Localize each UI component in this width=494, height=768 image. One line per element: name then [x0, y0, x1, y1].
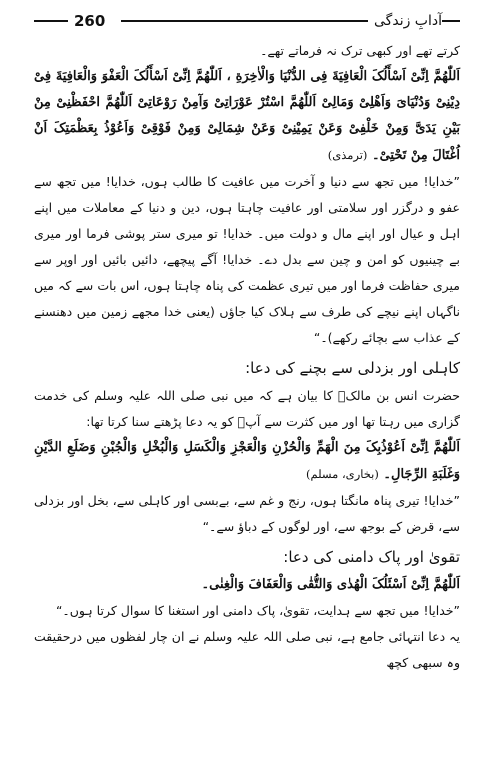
section-heading	[34, 542, 460, 572]
paragraph-text: یہ دعا انتہائی جامع ہے، نبی صلی اللہ علیہ وسلم نے ان چار لفظوں میں درحقیقت وہ سبھی کچھ	[34, 629, 460, 670]
page-body	[34, 38, 460, 676]
paragraph-text: تقویٰ اور پاک دامنی کی دعا:	[283, 548, 460, 566]
urdu-paragraph	[34, 169, 460, 351]
paragraph-text: ”خدایا! تیری پناہ مانگتا ہوں، رنج و غم سے، بےبسی اور کاہلی سے، بخل اور بزدلی سے، قرض کے بوجھ سے، اور لوگوں کے دباؤ سے۔“	[34, 493, 460, 534]
hadith-reference: (بخاری، مسلم)	[305, 467, 379, 481]
urdu-paragraph	[34, 598, 460, 624]
paragraph-text: کرتے تھے اور کبھی ترک نہ فرماتے تھے۔	[260, 43, 460, 58]
paragraph-text: ”خدایا! میں تجھ سے ہدایت، تقویٰ، پاک دامنی اور استغنا کا سوال کرتا ہوں۔“	[55, 603, 460, 618]
urdu-paragraph	[34, 383, 460, 435]
paragraph-text: کاہلی اور بزدلی سے بچنے کی دعا:	[245, 359, 460, 377]
running-title: آدابِ زندگی	[374, 13, 442, 29]
hadith-reference: (ترمذی)	[327, 148, 368, 162]
page-number: 260	[74, 12, 106, 30]
page-header	[34, 8, 460, 34]
arabic-dua	[34, 64, 460, 169]
urdu-paragraph	[34, 624, 460, 676]
header-rule-left	[34, 20, 68, 22]
paragraph-text: حضرت انس بن مالکؓ کا بیان ہے کہ میں نبی صلی اللہ علیہ وسلم کی خدمت گزاری میں رہتا تھا اور میں کثرت سے آپؐ کو یہ دعا پڑھتے سنا کرتا تھا:	[34, 388, 460, 429]
paragraph-text: اَللّٰهُمَّ اِنِّیْ اَسْئَلُکَ الْهُدٰی وَالتُّقٰی وَالْعَفَافَ وَالْغِنٰی۔	[201, 577, 460, 592]
paragraph-text: ”خدایا! میں تجھ سے دنیا و آخرت میں عافیت کا طالب ہوں، خدایا! میں تجھ سے عفو و درگزر اور سلامتی اور عافیت چاہتا ہوں، دین و دنیا کے معاملات میں اپنے اہل و عیال اور اپنے مال و دولت میں۔ خدایا! تو میری ستر پوشی فرما اور میری بے چینیوں کو امن و چین سے بدل دے۔ خدایا! آگے پیچھے، دائیں بائیں اور اوپر سے میری حفاظت فرما اور میں تیری عظمت کی پناہ چاہتا ہوں، اس بات سے کہ میں ناگہاں اپنے نیچے کی طرف سے ہلاک کیا جاؤں (یعنی خدا مجھے زمین میں دھنسنے کے عذاب سے بچائے رکھے)۔“	[34, 174, 460, 345]
header-rule-tail	[442, 20, 460, 22]
paragraph-text: اَللّٰهُمَّ اِنِّیْ اَسْأَلُکَ الْعَافِیَةَ فِی الدُّنْیَا وَالْاٰخِرَةِ ، اَللّٰهُمَّ اِنِّیْ اَسْأَلُکَ الْعَفْوَ وَالْعَافِیَةَ فِیْ دِیْنِیْ وَدُنْیَایَ وَاَهْلِیْ وَمَالِیْ اَللّٰهُمَّ اسْتُرْ عَوْرَاتِیْ وَآمِنْ رَوْعَاتِیْ اَللّٰهُمَّ احْفَظْنِیْ مِنْ بَیْنِ یَدَیَّ وَمِنْ خَلْفِیْ وَعَنْ یَمِیْنِیْ وَعَنْ شِمَالِیْ وَمِنْ فَوْقِیْ وَاَعُوْذُ بِعَظْمَتِکَ اَنْ اُغْتَالَ مِنْ تَحْتِیْ۔	[34, 69, 460, 163]
urdu-paragraph	[34, 488, 460, 540]
section-heading	[34, 353, 460, 383]
arabic-dua	[34, 572, 460, 598]
urdu-paragraph	[34, 38, 460, 64]
arabic-dua	[34, 435, 460, 488]
paragraph-text: اَللّٰهُمَّ اِنِّیْ اَعُوْذُبِکَ مِنَ الْهَمِّ وَالْحُزْنِ وَالْعَجْزِ وَالْکَسَلِ وَالْبُخْلِ وَالْجُبْنِ وَضَلَعِ الدَّیْنِ وَغَلَبَةِ الرِّجَالِ۔	[34, 440, 460, 482]
header-rule-right	[121, 20, 368, 22]
